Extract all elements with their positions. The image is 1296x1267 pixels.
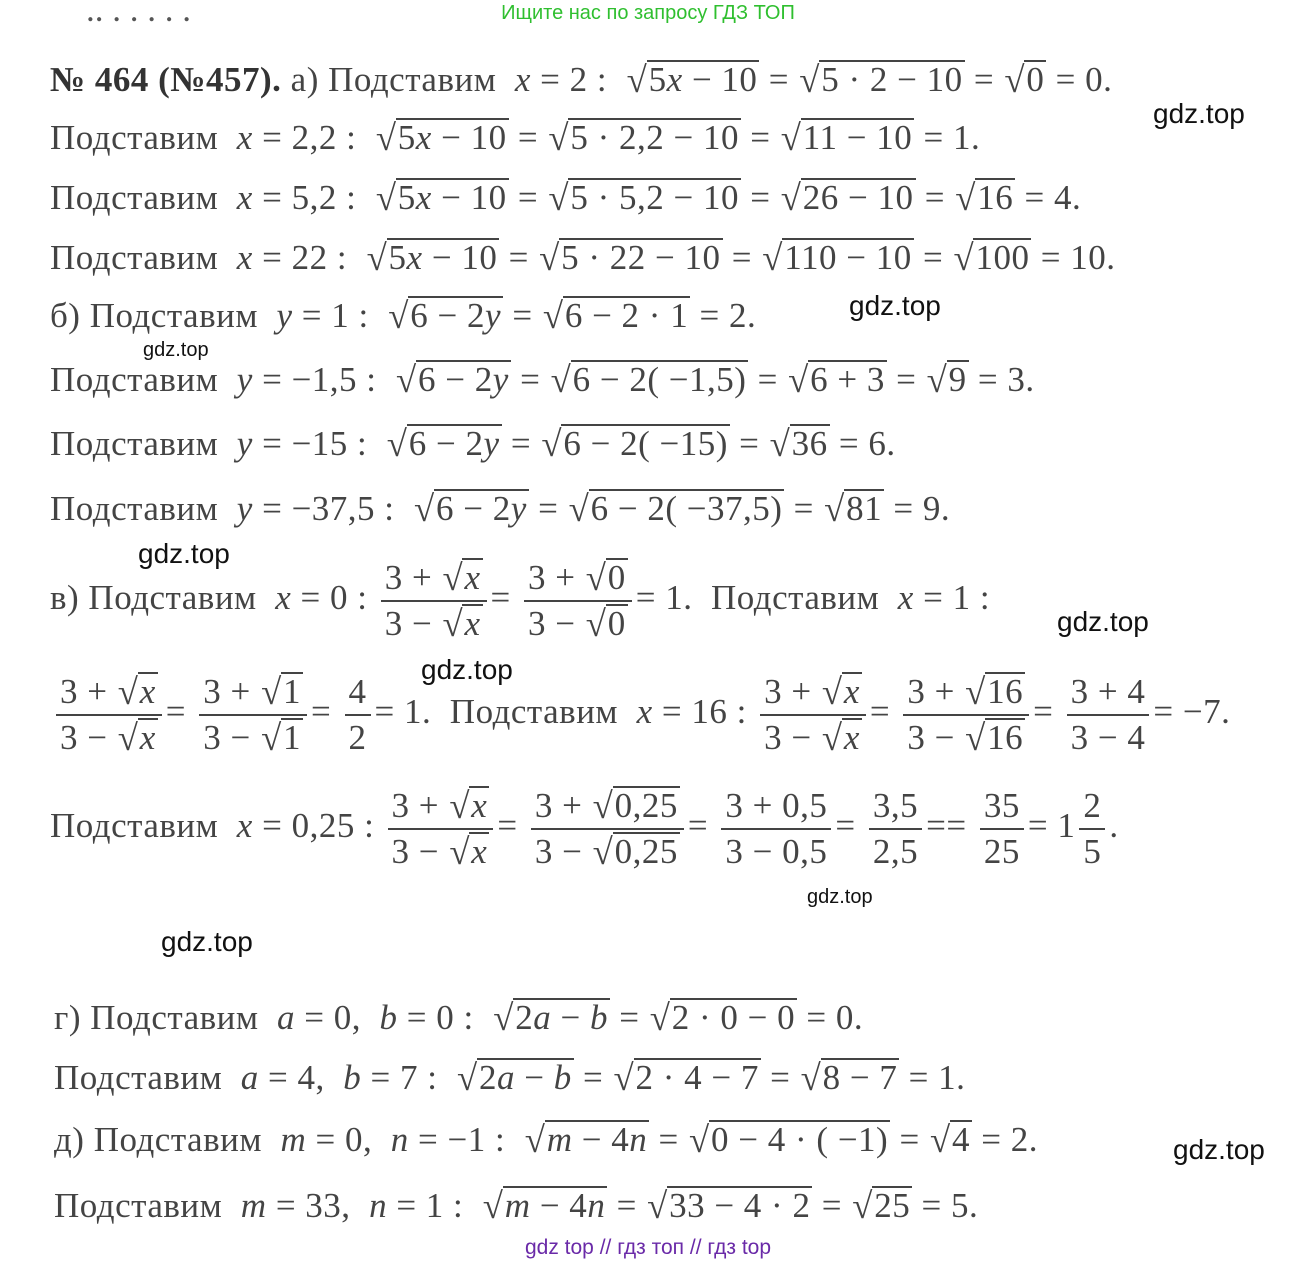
line-b3: Подставим y = −15 : √ 6 − 2y = √ 6 − 2( −15) = √ 36 = 6. [50, 424, 896, 464]
line-b1: б) Подставим y = 1 : √ 6 − 2y = √ 6 − 2 · 1 = 2. [50, 296, 756, 336]
watermark: gdz.top [143, 339, 209, 361]
line-label: Подставим [54, 1186, 223, 1225]
line-label: Подставим [50, 806, 219, 846]
line-label: Подставим [711, 578, 880, 618]
line-label: в) Подставим [50, 578, 257, 618]
line-g1: г) Подставим a = 0, b = 0 : √ 2a − b = √ 2 · 0 − 0 = 0. [54, 998, 863, 1038]
line-label: Подставим [50, 360, 219, 399]
line-label: д) Подставим [54, 1120, 262, 1159]
watermark: gdz.top [807, 886, 873, 908]
line-label: Подставим [50, 178, 219, 217]
footer-links[interactable]: gdz top // гдз топ // гдз top [524, 1236, 772, 1259]
line-a2: Подставим x = 2,2 : √ 5x − 10 = √ 5 · 2,2 − 10 = √ 11 − 10 = 1. [50, 118, 980, 158]
watermark: gdz.top [849, 290, 941, 321]
line-label: Подставим [449, 692, 619, 732]
line-v4: Подставим x = 0,25 : $\frac{3 + √ x}{3 - √ x}$ = $\frac{3 + √ 0,25}{3 - √ 0,25}$ = $\frac{3 + 0,5}{3 - 0,5}$ = $\frac{3,5}{2,5}$ == $\frac{35}{25}$ = 1 $\frac{2}{5}$ . [50, 786, 1119, 872]
line-a1: № 464 (№457). а) Подставим x = 2 : √ 5x − 10 = √ 5 · 2 − 10 = √ 0 = 0. [50, 60, 1112, 100]
line-b4: Подставим y = −37,5 : √ 6 − 2y = √ 6 − 2( −37,5) = √ 81 = 9. [50, 489, 950, 529]
line-a3: Подставим x = 5,2 : √ 5x − 10 = √ 5 · 5,2 − 10 = √ 26 − 10 = √ 16 = 4. [50, 178, 1081, 218]
line-label: Подставим [50, 489, 219, 528]
line-v2: $\frac{3 + √ x}{3 - √ x}$ = $\frac{3 + √ 1}{3 - √ 1}$ = $\frac{4}{2}$ = 1. Подставим x = 16 : $\frac{3 + √ x}{3 - √ x}$ = $\frac{3 + √ 16}{3 - √ 16}$ = $\frac{3 + 4}{3 - 4}$ = −7. [52, 672, 1230, 758]
line-a4: Подставим x = 22 : √ 5x − 10 = √ 5 · 22 − 10 = √ 110 − 10 = √ 100 = 10. [50, 238, 1115, 278]
line-b2: Подставим y = −1,5 : √ 6 − 2y = √ 6 − 2( −1,5) = √ 6 + 3 = √ 9 = 3. [50, 360, 1035, 400]
line-label: г) Подставим [54, 998, 259, 1037]
watermark: gdz.top [421, 654, 513, 685]
watermark: gdz.top [138, 538, 230, 569]
cropped-previous-line: .. . . . . . [86, 0, 191, 29]
line-label: а) Подставим [290, 60, 497, 99]
line-label: б) Подставим [50, 296, 258, 335]
watermark: gdz.top [1153, 98, 1245, 129]
watermark: gdz.top [1057, 606, 1149, 637]
line-label: Подставим [50, 238, 219, 277]
watermark: gdz.top [161, 926, 253, 957]
line-label: Подставим [50, 118, 219, 157]
line-label: Подставим [50, 424, 219, 463]
line-v1: в) Подставим x = 0 : $\frac{3 + √ x}{3 - √ x}$ = $\frac{3 + √ 0}{3 - √ 0}$ = 1. Подставим x = 1 : [50, 558, 990, 644]
search-banner[interactable]: Ищите нас по запросу ГДЗ ТОП [501, 2, 795, 24]
line-d1: д) Подставим m = 0, n = −1 : √ m − 4n = √ 0 − 4 · ( −1) = √ 4 = 2. [54, 1120, 1038, 1160]
line-d2: Подставим m = 33, n = 1 : √ m − 4n = √ 33 − 4 · 2 = √ 25 = 5. [54, 1186, 978, 1226]
line-label: Подставим [54, 1058, 223, 1097]
problem-number: № 464 (№457). [50, 60, 282, 99]
watermark: gdz.top [1173, 1134, 1265, 1165]
line-g2: Подставим a = 4, b = 7 : √ 2a − b = √ 2 · 4 − 7 = √ 8 − 7 = 1. [54, 1058, 965, 1098]
